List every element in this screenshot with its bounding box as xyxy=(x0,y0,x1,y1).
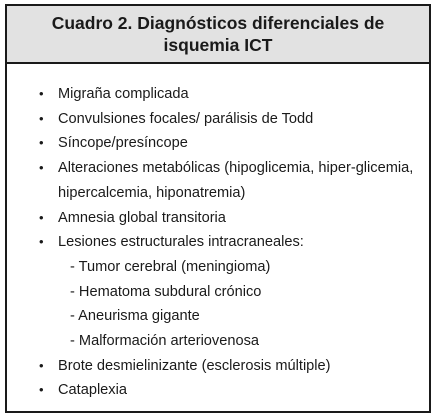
bullet-icon: • xyxy=(39,382,44,398)
sub-list-item: - Hematoma subdural crónico xyxy=(70,283,262,300)
list-item: • Brote desmielinizante (esclerosis múltiple) xyxy=(7,354,429,379)
list-item: • Alteraciones metabólicas (hipoglicemia, hiper-glicemia, hipercalcemia, hiponatremia) xyxy=(7,156,429,205)
bullet-icon: • xyxy=(39,86,44,101)
sub-list-item: - Aneurisma gigante xyxy=(70,308,200,325)
bullet-icon: • xyxy=(39,135,44,151)
bullet-icon: • xyxy=(39,110,44,126)
differential-diagnosis-box xyxy=(5,4,431,413)
diagnosis-list xyxy=(7,64,429,403)
bullet-icon: • xyxy=(39,209,44,225)
sub-list-item: - Malformación arteriovenosa xyxy=(70,333,259,350)
list-item: • Migraña complicada xyxy=(7,82,429,107)
bullet-icon: • xyxy=(39,357,44,373)
list-item: • Convulsiones focales/ parálisis de Todd xyxy=(7,107,429,132)
list-item: • Lesiones estructurales intracraneales: xyxy=(7,230,429,255)
sub-list-item: - Tumor cerebral (meningioma) xyxy=(70,258,271,275)
bullet-icon: • xyxy=(39,234,44,250)
list-item: • Amnesia global transitoria xyxy=(7,206,429,231)
box-title: Cuadro 2. Diagnósticos diferenciales de isquemia ICT xyxy=(51,13,385,55)
list-item: • Síncope/presíncope xyxy=(7,131,429,156)
box-header xyxy=(7,6,429,64)
bullet-icon: • xyxy=(39,160,44,176)
list-item: • Cataplexia xyxy=(7,378,429,403)
